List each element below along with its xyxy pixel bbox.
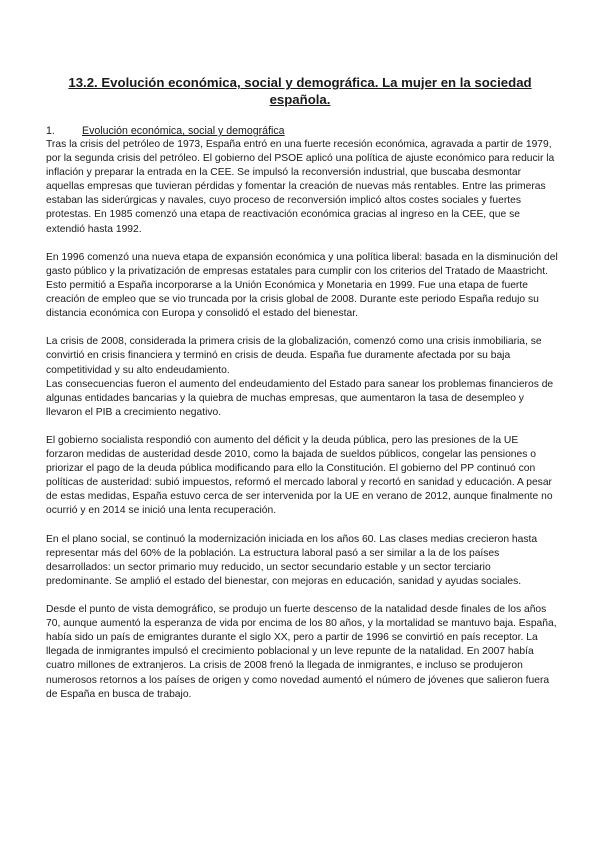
section-number: 1.: [46, 125, 55, 137]
paragraph-2: En 1996 comenzó una nueva etapa de expansión económica y una política liberal: basada en la disminución del gasto público y la privatización de empresas estatales para cumplir con los criterios del Tratado de Maastricht. Esto permitió a España incorporarse a la Unión Económica y Monetaria en 1999. Fue una etapa de fuerte creación de empleo que se vio truncada por la crisis global de 2008. Durante este periodo España redujo su distancia económica con Europa y consolidó el estado del bienestar.: [46, 251, 558, 320]
paragraph-6: En el plano social, se continuó la modernización iniciada en los años 60. Las clases medias crecieron hasta representar más del 60% de la población. La estructura laboral pasó a ser similar a la de los países desarrollados: un sector primario muy reducido, un sector secundario estable y un sector terciario predominante. Se amplió el estado del bienestar, con mejoras en educación, sanidad y ayudas sociales.: [46, 533, 538, 587]
section-heading-text: Evolución económica, social y demográfica: [82, 125, 285, 137]
paragraph-1: Tras la crisis del petróleo de 1973, España entró en una fuerte recesión económica, agravada a partir de 1979, por la segunda crisis del petróleo. El gobierno del PSOE aplicó una política de ajuste económico para reducir la inflación y preparar la entrada en la CEE. Se impulsó la reconversión industrial, que buscaba desmontar aquellas empresas que tuvieran pérdidas y fomentar la creación de nuevas más rentables. Entre las primeras estaban las siderúrgicas y navales, cuyo proceso de reconversión implicó altos costes sociales y fuertes protestas. En 1985 comenzó una etapa de reactivación económica gracias al ingreso en la CEE, que se extendió hasta 1992.: [46, 139, 555, 235]
section-heading: [46, 124, 546, 138]
paragraph-5: El gobierno socialista respondió con aumento del déficit y la deuda pública, pero las presiones de la UE forzaron medidas de austeridad desde 2010, como la bajada de sueldos públicos, congelar las pensiones o priorizar el pago de la deuda pública modificando para ello la Constitución. El gobierno del PP continuó con políticas de austeridad: subió impuestos, reformó el mercado laboral y recortó en sanidad y educación. A pesar de estas medidas, España estuvo cerca de ser intervenida por la UE en verano de 2012, aunque finalmente no ocurrió y en 2014 se inició una lenta recuperación.: [46, 434, 553, 517]
paragraph-3: La crisis de 2008, considerada la primera crisis de la globalización, comenzó como una crisis inmobiliaria, se convirtió en crisis financiera y terminó en crisis de deuda. España fue duramente afectada por su baja competitividad y su alto endeudamiento.: [46, 336, 542, 376]
paragraph-4: Las consecuencias fueron el aumento del endeudamiento del Estado para sanear los problemas financieros de algunas entidades bancarias y la quiebra de muchas empresas, que aumentaron la tasa de desempleo y llevaron el PIB a crecimiento negativo.: [46, 378, 554, 418]
document-title: 13.2. Evolución económica, social y demográfica. La mujer en la sociedad española.: [68, 75, 532, 107]
paragraph-7: Desde el punto de vista demográfico, se produjo un fuerte descenso de la natalidad desde finales de los años 70, aunque aumentó la esperanza de vida por encima de los 80 años, y la mortalidad se mantuvo baja. España, había sido un país de emigrantes durante el siglo XX, pero a partir de 1996 se convirtió en país receptor. La llegada de inmigrantes impulsó el crecimiento poblacional y un leve repunte de la natalidad. En 2007 había cuatro millones de extranjeros. La crisis de 2008 frenó la llegada de inmigrantes, e incluso se produjeron numerosos retornos a los países de origen y como novedad aumentó el número de jóvenes que salieron fuera de España en busca de trabajo.: [46, 604, 557, 700]
body-text: [46, 138, 558, 716]
